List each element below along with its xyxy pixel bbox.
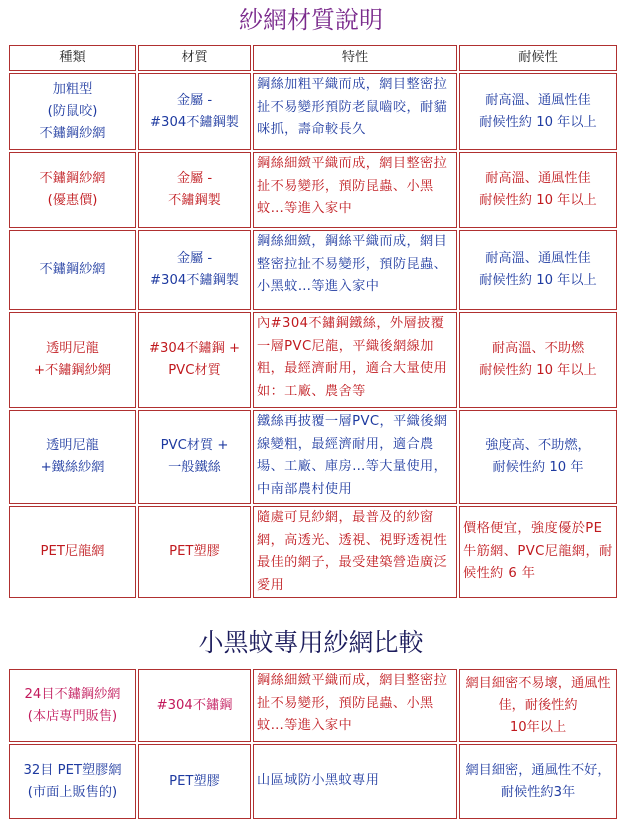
material-cell: PET塑膠: [138, 506, 251, 598]
type-cell: 加粗型 (防鼠咬) 不鏽鋼紗網: [9, 73, 136, 150]
table-row: [9, 744, 617, 819]
type-cell: 透明尼龍 +鐵絲紗網: [9, 410, 136, 504]
weather-cell: 網目細密不易壞，通風性佳，耐後性約 10年以上: [459, 669, 617, 742]
weather-cell: 耐高溫、通風性佳 耐候性約 10 年以上: [459, 230, 617, 310]
table-row: [9, 410, 617, 504]
type-cell: 32目 PET塑膠網 (市面上販售的): [9, 744, 136, 819]
material-cell: PET塑膠: [138, 744, 251, 819]
table-row: [9, 506, 617, 598]
header-feature: 特性: [253, 45, 457, 71]
section-title: 小黑蚊專用紗網比較: [198, 628, 424, 657]
material-cell: #304不鏽鋼 + PVC材質: [138, 312, 251, 408]
header-weather: 耐候性: [459, 45, 617, 71]
header-material: 材質: [138, 45, 251, 71]
weather-cell: 強度高、不助燃， 耐候性約 10 年: [459, 410, 617, 504]
feature-cell: 鋼絲加粗平織而成，網目整密拉扯不易變形預防老鼠嚙咬，耐貓咪抓，壽命較長久: [253, 73, 457, 150]
type-cell: 透明尼龍 +不鏽鋼紗網: [9, 312, 136, 408]
weather-cell: 耐高溫、通風性佳 耐候性約 10 年以上: [459, 152, 617, 228]
material-cell: PVC材質 + 一般鐵絲: [138, 410, 251, 504]
feature-cell: 鋼絲細緻平織而成，網目整密拉扯不易變形，預防昆蟲、小黑蚊…等進入家中: [253, 669, 457, 742]
feature-cell: 鋼絲細緻平織而成，網目整密拉扯不易變形，預防昆蟲、小黑蚊…等進入家中: [253, 152, 457, 228]
feature-cell: 山區域防小黑蚊專用: [253, 744, 457, 819]
table-row: [9, 73, 617, 150]
material-cell: 金屬 - 不鏽鋼製: [138, 152, 251, 228]
type-cell: 不鏽鋼紗網 (優惠價): [9, 152, 136, 228]
header-row: [9, 45, 617, 71]
material-cell: 金屬 - #304不鏽鋼製: [138, 230, 251, 310]
material-cell: 金屬 - #304不鏽鋼製: [138, 73, 251, 150]
feature-cell: 內#304不鏽鋼鐵絲，外層披覆一層PVC尼龍，平織後網線加粗，最經濟耐用，適合大量使用如：工廠、農舍等: [253, 312, 457, 408]
type-cell: 24目不鏽鋼紗網 (本店專門販售): [9, 669, 136, 742]
table-row: [9, 230, 617, 310]
feature-cell: 鐵絲再披覆一層PVC，平織後網線變粗，最經濟耐用，適合農場、工廠、庫房…等大量使用，中南部農村使用: [253, 410, 457, 504]
material-table: [7, 43, 619, 600]
header-type: 種類: [9, 45, 136, 71]
weather-cell: 網目細密，通風性不好，耐候性約3年: [459, 744, 617, 819]
feature-cell: 隨處可見紗網，最普及的紗窗網，高透光、透視、視野透視性最佳的網子，最受建築營造廣泛愛用: [253, 506, 457, 598]
material-cell: #304不鏽鋼: [138, 669, 251, 742]
type-cell: PET尼龍網: [9, 506, 136, 598]
table-row: [9, 669, 617, 742]
feature-cell: 鋼絲細緻，鋼絲平織而成，網目整密拉扯不易變形，預防昆蟲、小黑蚊…等進入家中: [253, 230, 457, 310]
table-row: [9, 152, 617, 228]
comparison-table: [7, 667, 619, 821]
weather-cell: 耐高溫、通風性佳 耐候性約 10 年以上: [459, 73, 617, 150]
type-cell: 不鏽鋼紗網: [9, 230, 136, 310]
page-title: 紗網材質說明: [239, 6, 383, 34]
weather-cell: 耐高溫、不助燃 耐候性約 10 年以上: [459, 312, 617, 408]
weather-cell: 價格便宜，強度優於PE牛筋網、PVC尼龍網，耐候性約 6 年: [459, 506, 617, 598]
table-row: [9, 312, 617, 408]
